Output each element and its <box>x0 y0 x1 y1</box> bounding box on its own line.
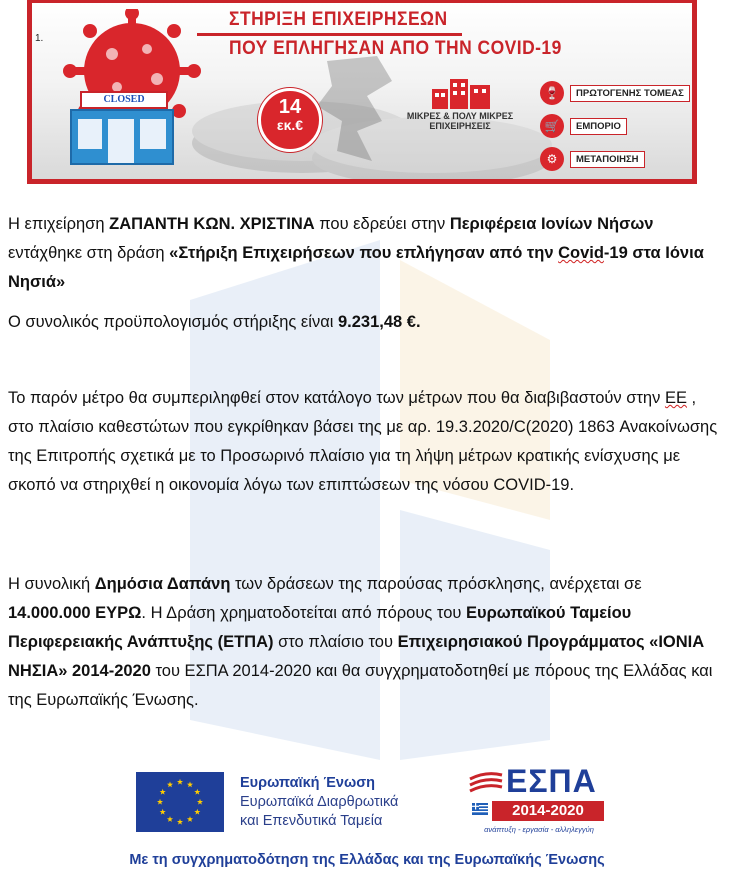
p4-text-3: . Η Δράση χρηματοδοτείται από πόρους του <box>141 604 466 622</box>
paragraph-budget <box>8 308 720 337</box>
p2-text-1: Ο συνολικός προϋπολογισμός στήριξης είναι <box>8 313 338 331</box>
eu-label-line1: Ευρωπαϊκή Ένωση <box>240 775 375 791</box>
action-name-b: -19 στα Ιόνια Νησιά» <box>8 244 704 291</box>
title-divider <box>197 33 462 36</box>
business-size-line1: ΜΙΚΡΕΣ & ΠΟΛΥ ΜΙΚΡΕΣ <box>406 111 514 121</box>
action-name-covid: Covid <box>558 244 604 262</box>
espa-stripes-icon <box>468 771 504 797</box>
total-amount: 14.000.000 ΕΥΡΩ <box>8 604 142 622</box>
shop-front-icon <box>70 109 174 165</box>
cofinancing-statement: Με τη συγχρηματοδότηση της Ελλάδας και της Ευρωπαϊκής Ένωσης <box>129 852 605 868</box>
budget-badge-unit: εκ.€ <box>276 117 304 133</box>
greek-flag-icon <box>472 803 488 815</box>
espa-wordmark: ΕΣΠΑ <box>506 763 597 799</box>
p4-text-2: των δράσεων της παρούσας πρόσκλησης, ανέρχεται σε <box>230 575 642 593</box>
paragraph-funding <box>8 570 720 715</box>
p3-text-1: Το παρόν μέτρο θα συμπεριληφθεί στον κατάλογο των μέτρων που θα διαβιβαστούν στην <box>8 389 665 407</box>
action-name-a: «Στήριξη Επιχειρήσεων που επλήγησαν από την <box>169 244 559 262</box>
budget-badge <box>258 88 322 152</box>
sector-commerce-label: ΕΜΠΟΡΙΟ <box>570 118 627 135</box>
company-name: ΖΑΠΑΝΤΗ ΚΩΝ. ΧΡΙΣΤΙΝΑ <box>109 215 315 233</box>
espa-slogan: ανάπτυξη - εργασία - αλληλεγγύη <box>484 825 594 834</box>
p1-text-1: Η επιχείρηση <box>8 215 110 233</box>
p3-text-2: , στο πλαίσιο καθεστώτων που εγκρίθηκαν βάσει της με αρ. 19.3.2020/C(2020) 1863 Ανακοίνωσης της Επιτροπής σχετικά με το Προσωρινό πλαίσιο για τη λήψη μέτρων κρατικής ενίσχυσης με σκοπό να στηριχθεί η οικονομία λόγω των επιπτώσεων της νόσου COVID-19. <box>8 389 718 494</box>
closed-sign: CLOSED <box>80 91 168 109</box>
espa-years: 2014-2020 <box>492 801 604 821</box>
p4-text-4: στο πλαίσιο του <box>273 633 398 651</box>
banner-title-line2: ΠΟΥ ΕΠΛΗΓΗΣΑΝ ΑΠΟ ΤΗΝ COVID-19 <box>229 38 562 59</box>
sector-manufacturing-label: ΜΕΤΑΠΟΙΗΣΗ <box>570 151 645 168</box>
eu-flag-icon <box>136 772 224 832</box>
gears-icon: ⚙ <box>540 147 564 171</box>
ee-abbrev: ΕΕ <box>664 389 687 407</box>
buildings-icon <box>432 75 492 109</box>
bottle-icon: 🍷 <box>540 81 564 105</box>
paragraph-state-aid <box>8 384 720 500</box>
budget-amount: 9.231,48 €. <box>337 313 421 331</box>
p1-text-2: που εδρεύει στην <box>314 215 450 233</box>
paragraph-beneficiary <box>8 210 720 297</box>
list-marker: 1. <box>35 33 44 44</box>
budget-badge-value: 14 <box>278 96 302 118</box>
eu-label-line2: Ευρωπαϊκά Διαρθρωτικά <box>240 794 399 810</box>
eu-funds-label <box>240 774 398 831</box>
business-size-label <box>405 111 515 131</box>
fund-name: Ευρωπαϊκού Ταμείου Περιφερειακής Ανάπτυξης (ΕΤΠΑ) <box>8 604 632 651</box>
business-size-line2: ΕΠΙΧΕΙΡΗΣΕΙΣ <box>429 121 491 131</box>
region-name: Περιφέρεια Ιονίων Νήσων <box>449 215 654 233</box>
eu-label-line3: και Επενδυτικά Ταμεία <box>240 813 383 829</box>
cart-icon: 🛒 <box>540 114 564 138</box>
banner-panel <box>32 3 692 179</box>
espa-logo <box>468 763 608 843</box>
p4-text-1: Η συνολική <box>8 575 95 593</box>
covid-support-banner <box>27 0 697 184</box>
sector-primary-label: ΠΡΩΤΟΓΕΝΗΣ ΤΟΜΕΑΣ <box>570 85 690 102</box>
public-expense: Δημόσια Δαπάνη <box>94 575 231 593</box>
programme-name: Επιχειρησιακού Προγράμματος «ΙΟΝΙΑ ΝΗΣΙΑ» 2014-2020 <box>8 633 705 680</box>
p4-text-5: του ΕΣΠΑ 2014-2020 και θα συγχρηματοδοτηθεί με πόρους της Ελλάδας και της Ευρωπαϊκής Ένωσης. <box>8 662 713 709</box>
p1-text-3: εντάχθηκε στη δράση <box>8 244 170 262</box>
banner-title-line1: ΣΤΗΡΙΞΗ ΕΠΙΧΕΙΡΗΣΕΩΝ <box>229 9 448 30</box>
